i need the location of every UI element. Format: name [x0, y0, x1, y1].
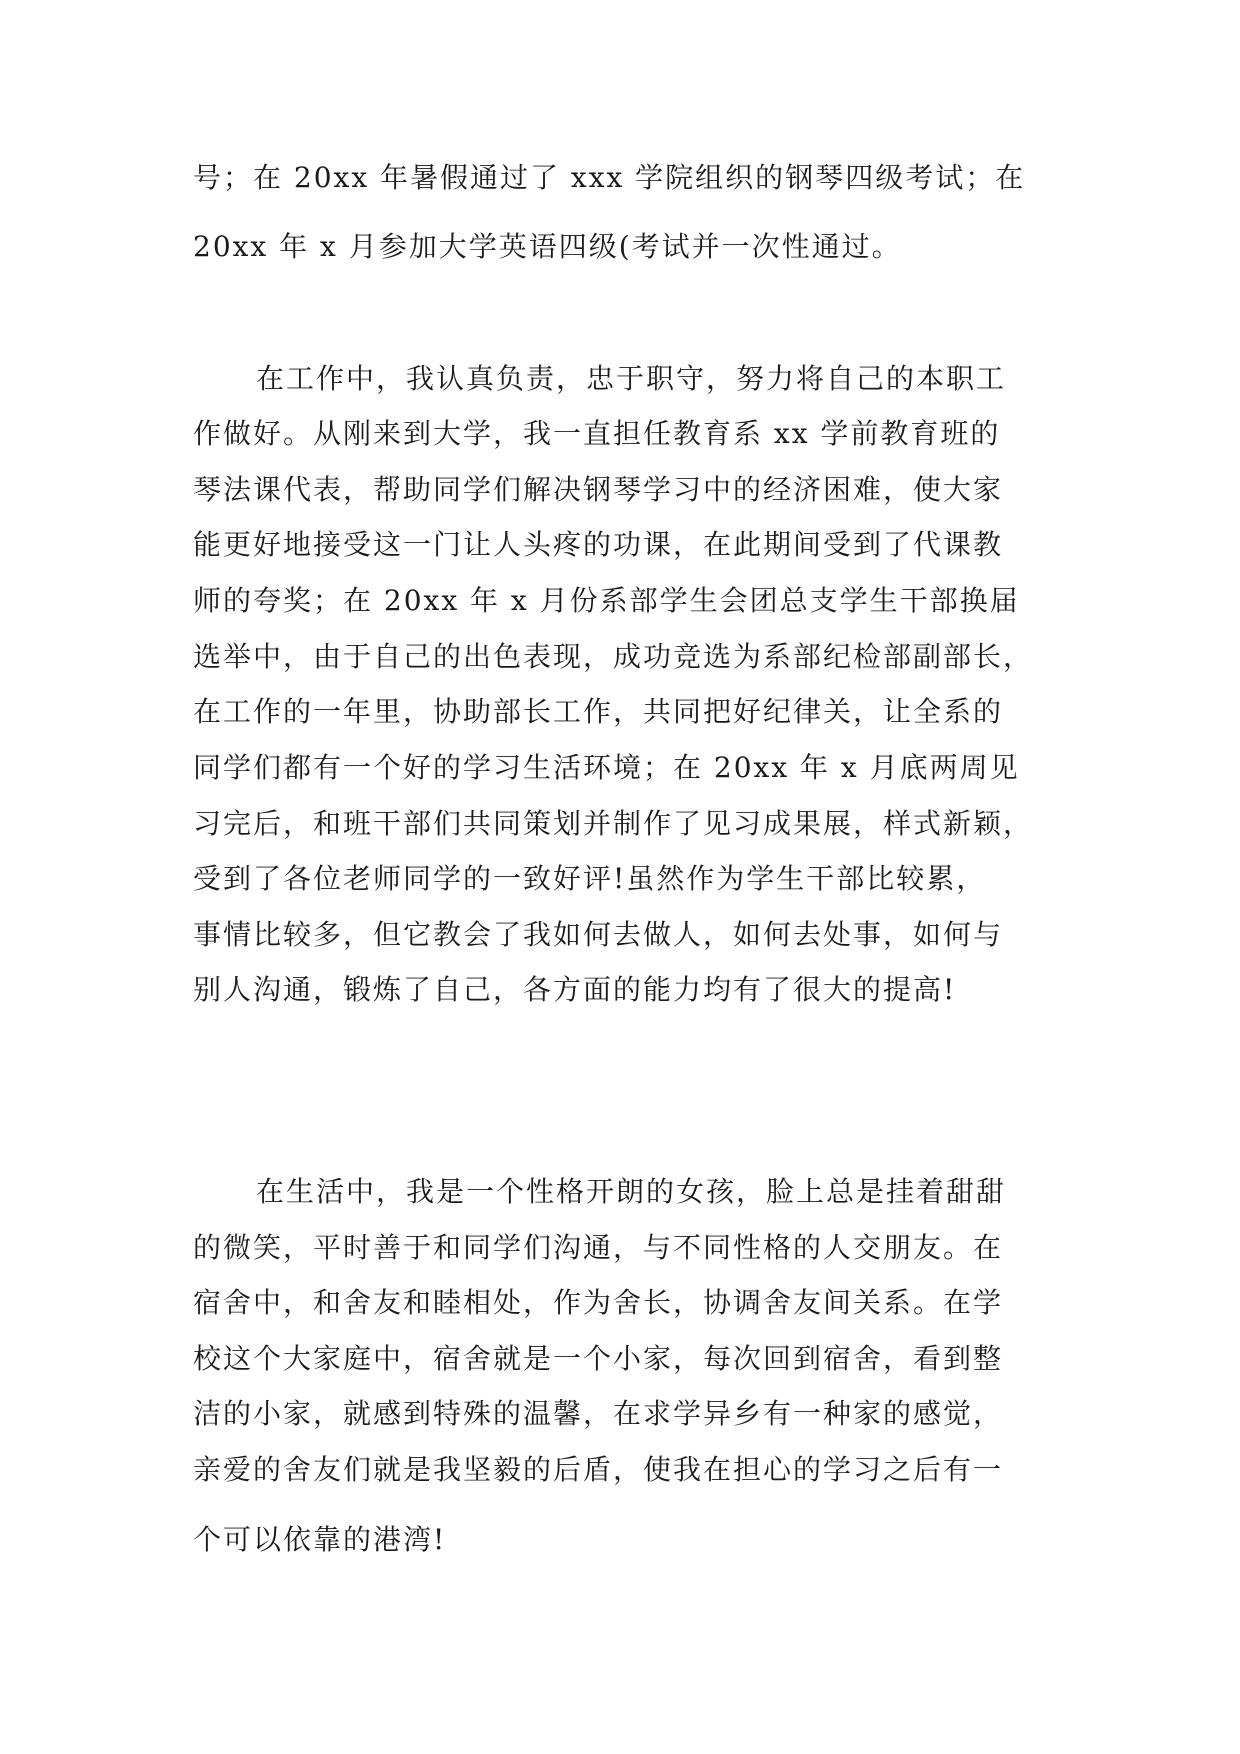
text-line: 亲爱的舍友们就是我坚毅的后盾，使我在担心的学习之后有一: [193, 1453, 1004, 1486]
text-line: 师的夸奖；在 20xx 年 x 月份系部学生会团总支学生干部换届: [193, 584, 1020, 617]
text-line: 习完后，和班干部们共同策划并制作了见习成果展，样式新颖，: [193, 807, 1034, 840]
text-line: 号；在 20xx 年暑假通过了 xxx 学院组织的钢琴四级考试；在: [193, 161, 1026, 194]
paragraph-first-line: 在工作中，我认真负责，忠于职守，努力将自己的本职工: [256, 362, 1007, 395]
text-line: 校这个大家庭中，宿舍就是一个小家，每次回到宿舍，看到整: [193, 1342, 1004, 1375]
text-line: 能更好地接受这一门让人头疼的功课，在此期间受到了代课教: [193, 528, 1004, 561]
text-line: 个可以依靠的港湾!: [193, 1523, 447, 1556]
text-line: 受到了各位老师同学的一致好评!虽然作为学生干部比较累，: [193, 862, 987, 895]
text-line: 在工作的一年里，协助部长工作，共同把好纪律关，让全系的: [193, 695, 1004, 728]
text-line: 20xx 年 x 月参加大学英语四级(考试并一次性通过。: [193, 230, 902, 263]
text-line: 同学们都有一个好的学习生活环境；在 20xx 年 x 月底两周见: [193, 751, 1020, 784]
text-line: 琴法课代表，帮助同学们解决钢琴学习中的经济困难，使大家: [193, 473, 1004, 506]
text-line: 事情比较多，但它教会了我如何去做人，如何去处事，如何与: [193, 918, 1004, 951]
text-line: 洁的小家，就感到特殊的温馨，在求学异乡有一种家的感觉，: [193, 1397, 1004, 1430]
text-line: 别人沟通，锻炼了自己，各方面的能力均有了很大的提高!: [193, 973, 957, 1006]
text-line: 的微笑，平时善于和同学们沟通，与不同性格的人交朋友。在: [193, 1231, 1004, 1264]
text-line: 作做好。从刚来到大学，我一直担任教育系 xx 学前教育班的: [193, 417, 1001, 450]
text-line: 宿舍中，和舍友和睦相处，作为舍长，协调舍友间关系。在学: [193, 1286, 1004, 1319]
paragraph-first-line: 在生活中，我是一个性格开朗的女孩，脸上总是挂着甜甜: [256, 1175, 1007, 1208]
text-line: 选举中，由于自己的出色表现，成功竞选为系部纪检部副部长，: [193, 640, 1034, 673]
